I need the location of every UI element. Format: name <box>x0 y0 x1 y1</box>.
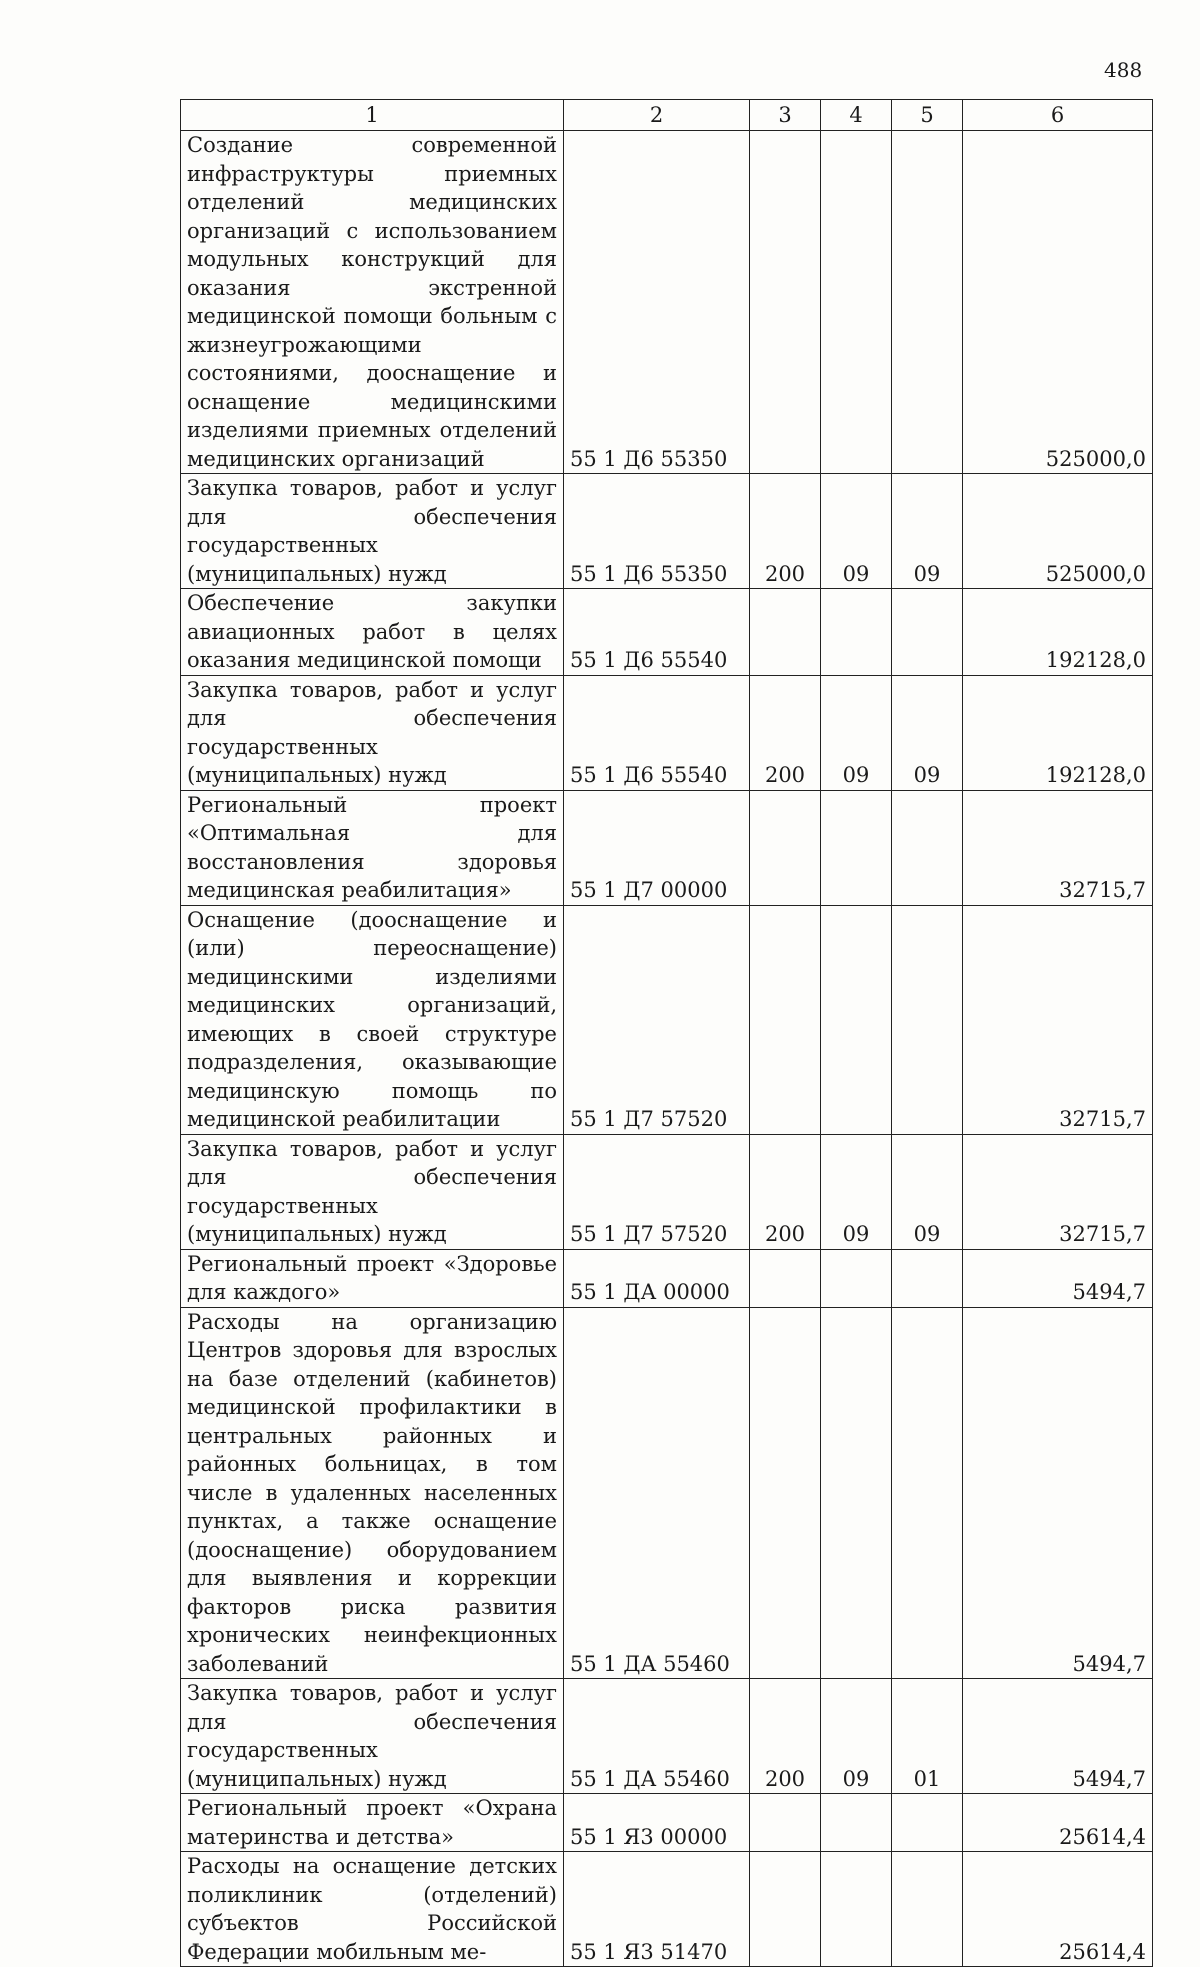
amount: 192128,0 <box>963 589 1153 676</box>
target-code: 55 1 Д7 57520 <box>564 1134 750 1249</box>
col-header-6: 6 <box>963 100 1153 131</box>
subsection: 09 <box>892 675 963 790</box>
subsection <box>892 1852 963 1967</box>
col-header-3: 3 <box>750 100 821 131</box>
target-code: 55 1 Д7 00000 <box>564 790 750 905</box>
expense-type: 200 <box>750 675 821 790</box>
subsection <box>892 1794 963 1852</box>
section: 09 <box>821 675 892 790</box>
expense-type <box>750 589 821 676</box>
amount: 525000,0 <box>963 131 1153 474</box>
subsection <box>892 1249 963 1307</box>
table-row <box>181 790 1153 905</box>
header-row <box>181 100 1153 131</box>
table-row <box>181 675 1153 790</box>
target-code: 55 1 Я3 00000 <box>564 1794 750 1852</box>
expense-type <box>750 905 821 1134</box>
amount: 525000,0 <box>963 474 1153 589</box>
table-row <box>181 131 1153 474</box>
expense-name: Расходы на оснащение детских поликлиник (отделений) субъектов Российской Федерации мобильным ме- <box>181 1852 564 1967</box>
expense-type <box>750 131 821 474</box>
expense-name: Оснащение (дооснащение и (или) переоснащение) медицинскими изделиями медицинских организаций, имеющих в своей структуре подразделения, оказывающие медицинскую помощь по медицинской реабилитации <box>181 905 564 1134</box>
expense-name: Создание современной инфраструктуры приемных отделений медицинских организаций с использованием модульных конструкций для оказания экстренной медицинской помощи больным с жизнеугрожающими состояниями, дооснащение и оснащение медицинскими изделиями приемных отделений медицинских организаций <box>181 131 564 474</box>
section <box>821 1307 892 1679</box>
section <box>821 1794 892 1852</box>
table-row <box>181 474 1153 589</box>
target-code: 55 1 Д6 55540 <box>564 589 750 676</box>
page-number: 488 <box>1104 58 1143 82</box>
amount: 32715,7 <box>963 1134 1153 1249</box>
expense-type: 200 <box>750 474 821 589</box>
col-header-2: 2 <box>564 100 750 131</box>
section: 09 <box>821 474 892 589</box>
target-code: 55 1 Д7 57520 <box>564 905 750 1134</box>
table-row <box>181 1852 1153 1967</box>
expense-type: 200 <box>750 1134 821 1249</box>
expense-name: Региональный проект «Оптимальная для восстановления здоровья медицинская реабилитация» <box>181 790 564 905</box>
amount: 5494,7 <box>963 1679 1153 1794</box>
expense-name: Расходы на организацию Центров здоровья для взрослых на базе отделений (кабинетов) медицинской профилактики в центральных районных и районных больницах, в том числе в удаленных населенных пунктах, а также оснащение (дооснащение) оборудованием для выявления и коррекции факторов риска развития хронических неинфекционных заболеваний <box>181 1307 564 1679</box>
expense-type <box>750 1249 821 1307</box>
section <box>821 905 892 1134</box>
expense-type <box>750 1307 821 1679</box>
subsection: 09 <box>892 1134 963 1249</box>
subsection: 01 <box>892 1679 963 1794</box>
expense-type <box>750 1794 821 1852</box>
expense-name: Региональный проект «Здоровье для каждого» <box>181 1249 564 1307</box>
expense-type <box>750 790 821 905</box>
expense-name: Закупка товаров, работ и услуг для обеспечения государственных (муниципальных) нужд <box>181 1134 564 1249</box>
table-row <box>181 905 1153 1134</box>
subsection <box>892 790 963 905</box>
subsection: 09 <box>892 474 963 589</box>
table-row <box>181 1794 1153 1852</box>
section <box>821 790 892 905</box>
section: 09 <box>821 1134 892 1249</box>
amount: 192128,0 <box>963 675 1153 790</box>
subsection <box>892 589 963 676</box>
target-code: 55 1 ДА 00000 <box>564 1249 750 1307</box>
subsection <box>892 1307 963 1679</box>
expense-name: Закупка товаров, работ и услуг для обеспечения государственных (муниципальных) нужд <box>181 474 564 589</box>
table-row <box>181 589 1153 676</box>
target-code: 55 1 Д6 55350 <box>564 474 750 589</box>
table-row <box>181 1134 1153 1249</box>
table-row <box>181 1249 1153 1307</box>
col-header-1: 1 <box>181 100 564 131</box>
target-code: 55 1 Д6 55350 <box>564 131 750 474</box>
amount: 25614,4 <box>963 1852 1153 1967</box>
section <box>821 1852 892 1967</box>
target-code: 55 1 Д6 55540 <box>564 675 750 790</box>
expense-name: Региональный проект «Охрана материнства и детства» <box>181 1794 564 1852</box>
section <box>821 589 892 676</box>
amount: 25614,4 <box>963 1794 1153 1852</box>
expense-name: Закупка товаров, работ и услуг для обеспечения государственных (муниципальных) нужд <box>181 1679 564 1794</box>
amount: 32715,7 <box>963 790 1153 905</box>
subsection <box>892 905 963 1134</box>
expense-type: 200 <box>750 1679 821 1794</box>
target-code: 55 1 Я3 51470 <box>564 1852 750 1967</box>
amount: 5494,7 <box>963 1307 1153 1679</box>
table-row <box>181 1307 1153 1679</box>
expense-type <box>750 1852 821 1967</box>
target-code: 55 1 ДА 55460 <box>564 1307 750 1679</box>
amount: 32715,7 <box>963 905 1153 1134</box>
budget-table <box>180 99 1153 1967</box>
col-header-4: 4 <box>821 100 892 131</box>
section <box>821 1249 892 1307</box>
section <box>821 131 892 474</box>
expense-name: Обеспечение закупки авиационных работ в целях оказания медицинской помощи <box>181 589 564 676</box>
subsection <box>892 131 963 474</box>
expense-name: Закупка товаров, работ и услуг для обеспечения государственных (муниципальных) нужд <box>181 675 564 790</box>
col-header-5: 5 <box>892 100 963 131</box>
section: 09 <box>821 1679 892 1794</box>
amount: 5494,7 <box>963 1249 1153 1307</box>
target-code: 55 1 ДА 55460 <box>564 1679 750 1794</box>
